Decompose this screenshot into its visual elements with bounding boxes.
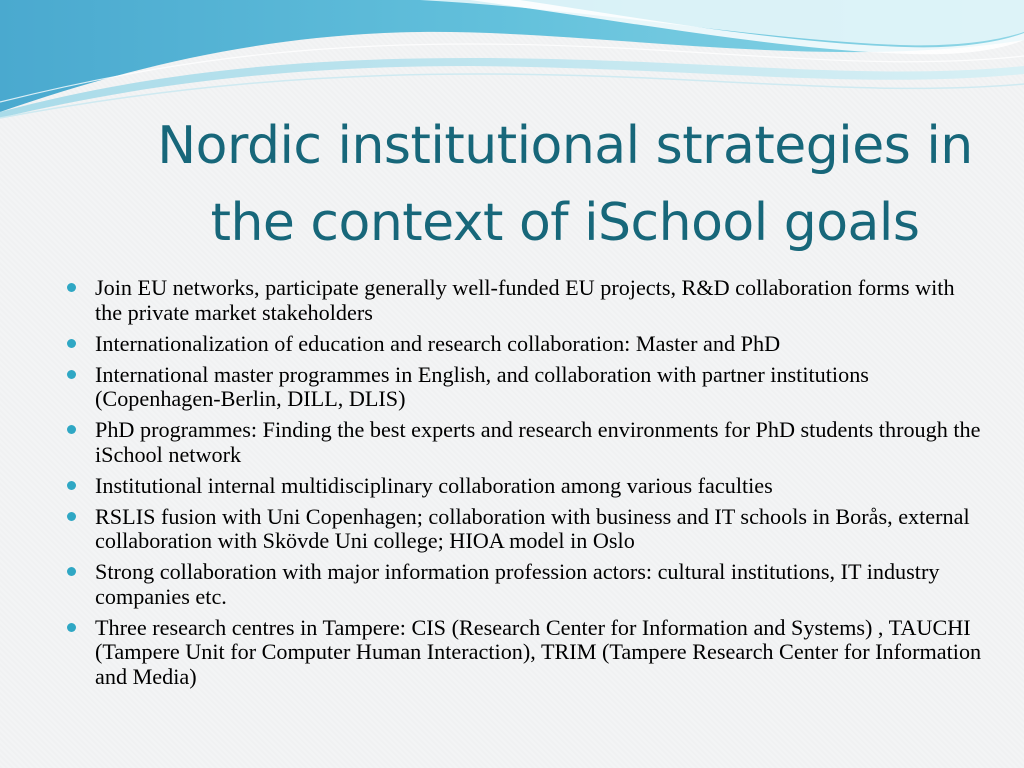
list-item [64, 418, 984, 467]
bullet-icon [67, 283, 76, 292]
list-item [64, 363, 984, 412]
bullet-icon [67, 623, 76, 632]
bullet-text: Strong collaboration with major information profession actors: cultural institutions, IT industry companies etc. [95, 559, 940, 609]
bullet-text: Three research centres in Tampere: CIS (Research Center for Information and Systems) , TAUCHI (Tampere Unit for Computer Human Interaction), TRIM (Tampere Research Center for Information and Media) [95, 614, 982, 689]
bullet-icon [67, 567, 76, 576]
list-item [64, 332, 984, 357]
title-line-1: Nordic institutional strategies in [157, 116, 973, 176]
bullet-icon [67, 370, 76, 379]
bullet-icon [67, 339, 76, 348]
title-line-2: the context of iSchool goals [210, 193, 920, 253]
list-item [64, 276, 984, 325]
bullet-text: Institutional internal multidisciplinary collaboration among various faculties [95, 472, 773, 498]
bullet-text: Join EU networks, participate generally well-funded EU projects, R&D collaboration forms with the private market stakeholders [95, 275, 955, 325]
bullet-text: Internationalization of education and research collaboration: Master and PhD [95, 330, 781, 356]
list-item [64, 505, 984, 554]
list-item [64, 474, 984, 499]
bullet-list [64, 276, 984, 696]
bullet-icon [67, 425, 76, 434]
page-title [100, 108, 1024, 262]
bullet-text: International master programmes in English, and collaboration with partner institutions (Copenhagen-Berlin, DILL, DLIS) [95, 361, 869, 411]
bullet-icon [67, 481, 76, 490]
bullet-text: RSLIS fusion with Uni Copenhagen; collaboration with business and IT schools in Borås, external collaboration with Skövde Uni college; HIOA model in Oslo [95, 503, 970, 553]
bullet-icon [67, 512, 76, 521]
list-item [64, 616, 984, 690]
list-item [64, 560, 984, 609]
bullet-text: PhD programmes: Finding the best experts and research environments for PhD students through the iSchool network [95, 417, 981, 467]
